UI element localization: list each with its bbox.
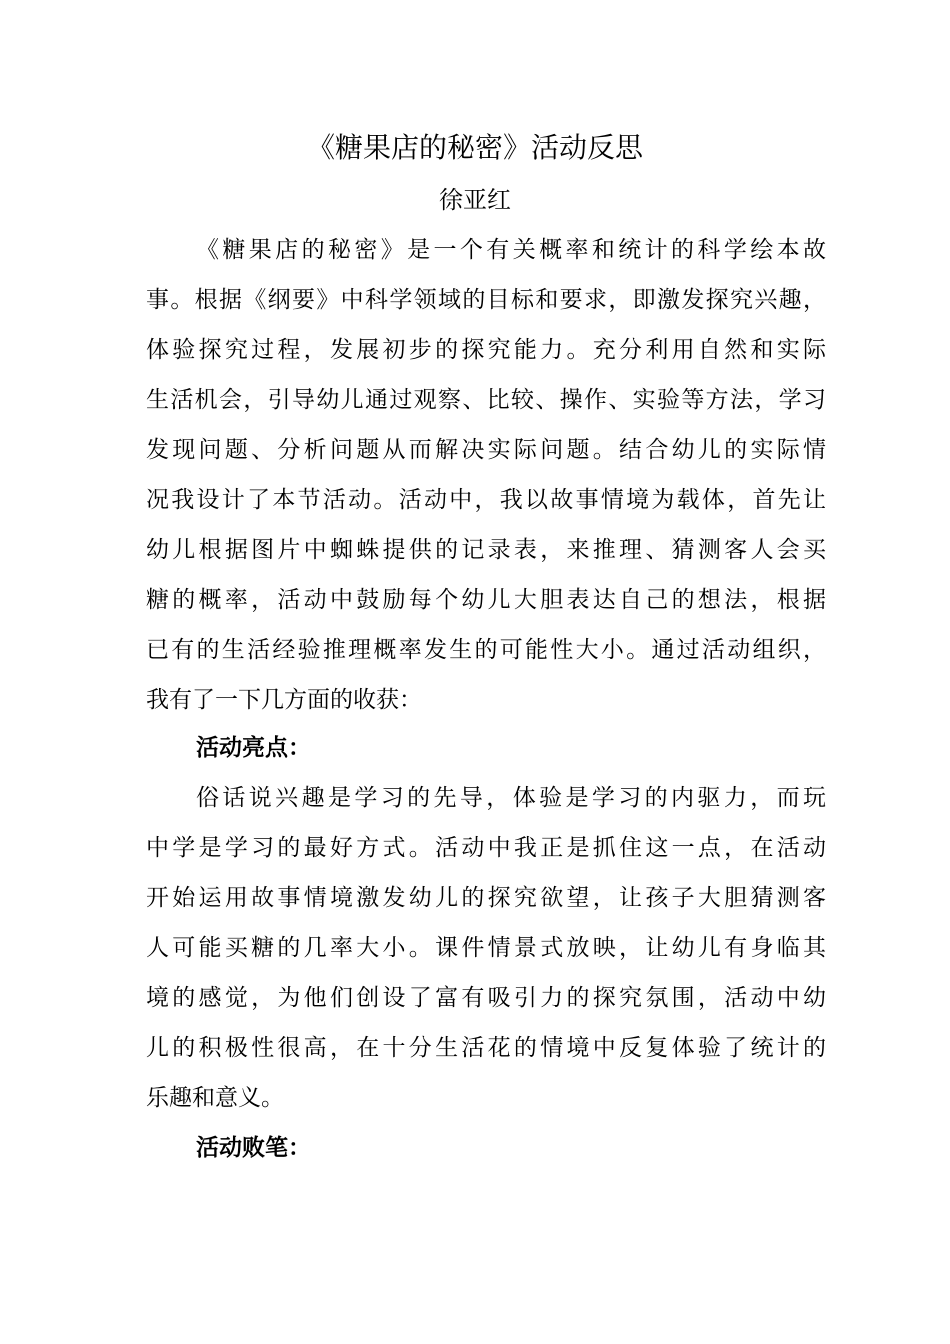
- paragraph-line: 发现问题、分析问题从而解决实际问题。结合幼儿的实际情: [146, 437, 826, 463]
- paragraph-line: 中学是学习的最好方式。活动中我正是抓住这一点，在活动: [146, 835, 826, 861]
- paragraph-line: 体验探究过程，发展初步的探究能力。充分利用自然和实际: [146, 337, 826, 363]
- paragraph-line: 糖的概率，活动中鼓励每个幼儿大胆表达自己的想法，根据: [146, 587, 826, 613]
- paragraph-line: 已有的生活经验推理概率发生的可能性大小。通过活动组织，: [146, 637, 826, 663]
- paragraph-line: 开始运用故事情境激发幼儿的探究欲望，让孩子大胆猜测客: [146, 885, 826, 911]
- paragraph-line: 《糖果店的秘密》是一个有关概率和统计的科学绘本故: [196, 237, 826, 263]
- paragraph-line: 幼儿根据图片中蜘蛛提供的记录表，来推理、猜测客人会买: [146, 537, 826, 563]
- paragraph-line: 事。根据《纲要》中科学领域的目标和要求，即激发探究兴趣，: [146, 287, 826, 313]
- paragraph-line: 境的感觉，为他们创设了富有吸引力的探究氛围，活动中幼: [146, 985, 826, 1011]
- document-title: 《糖果店的秘密》活动反思: [306, 131, 643, 164]
- paragraph-line: 生活机会，引导幼儿通过观察、比较、操作、实验等方法，学习: [146, 387, 826, 413]
- section-heading-highlights: 活动亮点：: [196, 735, 311, 761]
- paragraph-line: 俗话说兴趣是学习的先导，体验是学习的内驱力，而玩: [196, 785, 826, 811]
- paragraph-line: 乐趣和意义。: [146, 1085, 284, 1111]
- author-name: 徐亚红: [439, 186, 511, 214]
- paragraph-line: 我有了一下几方面的收获：: [146, 687, 422, 713]
- paragraph-line: 人可能买糖的几率大小。课件情景式放映，让幼儿有身临其: [146, 935, 826, 961]
- section-heading-shortcomings: 活动败笔：: [196, 1135, 311, 1161]
- paragraph-line: 况我设计了本节活动。活动中，我以故事情境为载体，首先让: [146, 487, 826, 513]
- paragraph-line: 儿的积极性很高，在十分生活花的情境中反复体验了统计的: [146, 1035, 826, 1061]
